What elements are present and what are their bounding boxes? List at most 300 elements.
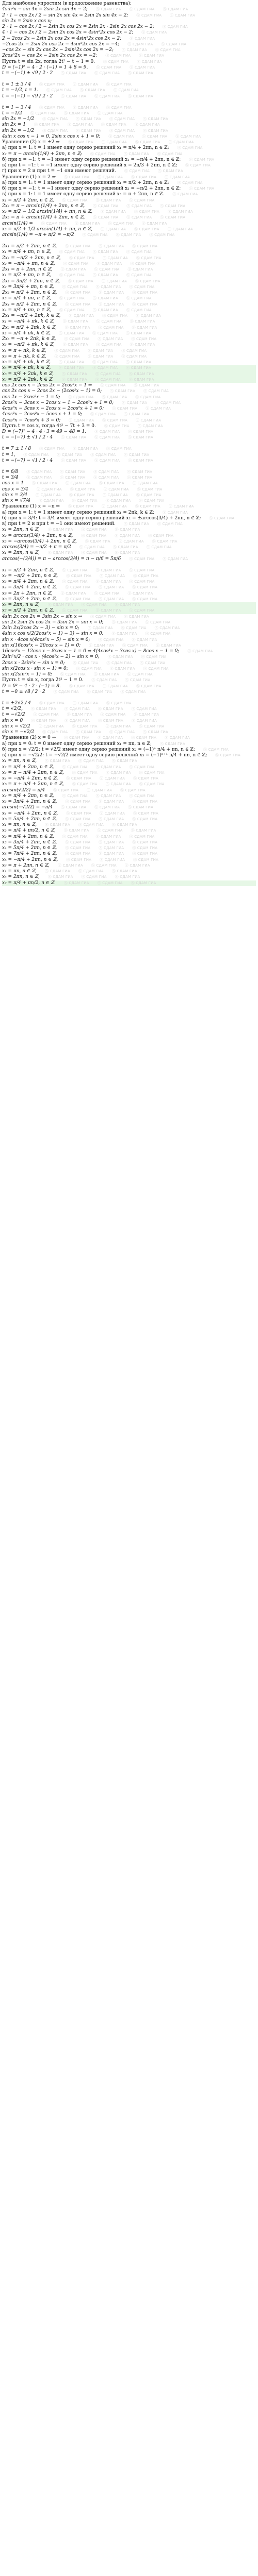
watermark-text: Ⓢ СДАМ ГИА <box>143 117 168 121</box>
line-text: 2sin 2x(2cos 2x − 3) − sin x = 0; <box>2 625 79 631</box>
watermark-text: Ⓢ СДАМ ГИА <box>66 776 92 781</box>
solution-line <box>2 308 256 313</box>
watermark-text: Ⓢ СДАМ ГИА <box>127 591 153 596</box>
watermark-text: Ⓢ СДАМ ГИА <box>81 551 107 555</box>
line-text: x₅ = π + πk, k ∈ ℤ, <box>2 353 46 359</box>
watermark-text: Ⓢ СДАМ ГИА <box>109 128 135 133</box>
line-text: sin 2x = −1/2 <box>2 116 35 122</box>
watermark-text: Ⓢ СДАМ ГИА <box>128 805 154 810</box>
line-text: x₄ = π + πk, k ∈ ℤ, <box>2 348 46 353</box>
watermark-text: Ⓢ СДАМ ГИА <box>66 573 92 578</box>
watermark-text: Ⓢ СДАМ ГИА <box>167 227 193 231</box>
watermark-text: Ⓢ СДАМ ГИА <box>94 435 120 440</box>
solution-line <box>2 545 256 550</box>
line-text: x₇ = π/4 + πn/2, n ∈ ℤ. <box>2 880 56 886</box>
solution-line <box>2 556 256 568</box>
watermark-text: Ⓢ СДАМ ГИА <box>69 493 94 497</box>
line-text: x₆ = 3π/2 + 2πn, n ∈ ℤ, <box>2 596 57 602</box>
solution-line <box>2 249 256 255</box>
watermark-text: Ⓢ СДАМ ГИА <box>161 42 187 46</box>
watermark-text: Ⓢ СДАМ ГИА <box>64 718 90 723</box>
solution-line <box>2 151 256 157</box>
watermark-text: Ⓢ СДАМ ГИА <box>76 666 102 671</box>
solution-line <box>2 701 256 706</box>
line-text: sin x(16cos³x − 20cos x − 1) = 0; <box>2 642 81 648</box>
watermark-text: Ⓢ СДАМ ГИА <box>136 59 162 64</box>
watermark-text: Ⓢ СДАМ ГИА <box>170 13 196 18</box>
solution-line <box>2 336 256 342</box>
watermark-text: Ⓢ СДАМ ГИА <box>132 325 157 330</box>
line-text: 2cos x · 2sin²x − sin x = 0; <box>2 660 65 666</box>
watermark-text: Ⓢ СДАМ ГИА <box>126 360 152 364</box>
line-text: x₂ = π/4 + 2πn, n ∈ ℤ, <box>2 793 54 799</box>
solution-line <box>2 765 256 770</box>
watermark-text: Ⓢ СДАМ ГИА <box>93 215 119 220</box>
line-text: t = 3/4 <box>2 475 19 480</box>
solution-line <box>2 579 256 585</box>
watermark-text: Ⓢ СДАМ ГИА <box>39 701 65 705</box>
line-text: x₃ = −π/2 + πk, k ∈ ℤ, <box>2 342 55 348</box>
watermark-text: Ⓢ СДАМ ГИА <box>124 452 150 457</box>
watermark-text: Ⓢ СДАМ ГИА <box>95 7 121 12</box>
watermark-text: Ⓢ СДАМ ГИА <box>96 319 122 324</box>
line-text: D = (−7)² − 4 · 4 · 3 = 49 − 48 = 1. <box>2 429 87 434</box>
watermark-text: Ⓢ СДАМ ГИА <box>65 846 91 850</box>
watermark-text: Ⓢ СДАМ ГИА <box>130 343 155 347</box>
line-text: 2cos³2x − cos 2x − 2sin 2x cos 2x = −2; <box>2 53 98 59</box>
watermark-text: Ⓢ СДАМ ГИА <box>26 469 52 474</box>
watermark-text: Ⓢ СДАМ ГИА <box>68 279 94 283</box>
watermark-text: Ⓢ СДАМ ГИА <box>130 261 156 266</box>
solution-line <box>2 666 256 672</box>
watermark-text: Ⓢ СДАМ ГИА <box>82 233 108 237</box>
line-text: x₂ = π − arcsin(1/4) + 2πn, n ∈ ℤ; <box>2 151 82 157</box>
watermark-text: Ⓢ СДАМ ГИА <box>99 302 124 307</box>
watermark-text: Ⓢ СДАМ ГИА <box>165 736 190 740</box>
solution-line <box>2 7 256 12</box>
solution-line <box>2 198 256 204</box>
watermark-text: Ⓢ СДАМ ГИА <box>132 718 157 723</box>
line-text: x₃ = 3π/4 + 2πn, n ∈ ℤ, <box>2 839 57 845</box>
watermark-text: Ⓢ СДАМ ГИА <box>112 545 138 549</box>
watermark-text: Ⓢ СДАМ ГИА <box>132 846 158 850</box>
watermark-text: Ⓢ СДАМ ГИА <box>115 551 140 555</box>
line-text: 4cos³x − 7cos²x + 3 = 0; <box>2 417 61 423</box>
solution-line <box>2 573 256 579</box>
solution-line <box>2 828 256 834</box>
solution-line <box>2 446 256 452</box>
watermark-text: Ⓢ СДАМ ГИА <box>94 458 120 463</box>
watermark-text: Ⓢ СДАМ ГИА <box>67 123 93 127</box>
watermark-text: Ⓢ СДАМ ГИА <box>157 522 183 526</box>
watermark-text: Ⓢ СДАМ ГИА <box>23 452 49 457</box>
watermark-text: Ⓢ СДАМ ГИА <box>131 880 156 885</box>
watermark-text: Ⓢ СДАМ ГИА <box>111 869 137 873</box>
watermark-text: Ⓢ СДАМ ГИА <box>95 284 121 289</box>
highlighted-answer-line <box>2 880 256 886</box>
watermark-text: Ⓢ СДАМ ГИА <box>53 689 79 694</box>
watermark-text: Ⓢ СДАМ ГИА <box>65 817 91 821</box>
line-text: cos 2x cos x − 2cos 2x = 2cos²x − 1 ⇒ <box>2 383 92 388</box>
watermark-text: Ⓢ СДАМ ГИА <box>99 800 124 804</box>
watermark-text: Ⓢ СДАМ ГИА <box>128 430 154 434</box>
watermark-text: Ⓢ СДАМ ГИА <box>99 852 124 856</box>
line-text: x₆ = π/4 + πk, k ∈ ℤ, <box>2 365 51 371</box>
watermark-text: Ⓢ СДАМ ГИА <box>79 545 105 549</box>
watermark-text: Ⓢ СДАМ ГИА <box>106 701 132 705</box>
watermark-text: Ⓢ СДАМ ГИА <box>64 736 90 740</box>
watermark-text: Ⓢ СДАМ ГИА <box>93 476 119 480</box>
watermark-text: Ⓢ СДАМ ГИА <box>143 730 169 734</box>
solution-line <box>2 406 256 412</box>
watermark-text: Ⓢ СДАМ ГИА <box>111 620 137 624</box>
watermark-text: Ⓢ СДАМ ГИА <box>100 857 125 862</box>
line-text: г) при x = 2 и при t = −1 они имеют решений. <box>2 168 117 174</box>
watermark-text: Ⓢ СДАМ ГИА <box>68 504 93 509</box>
watermark-text: Ⓢ СДАМ ГИА <box>57 452 83 457</box>
solution-line <box>2 706 256 712</box>
watermark-text: Ⓢ СДАМ ГИА <box>100 713 126 717</box>
watermark-text: Ⓢ СДАМ ГИА <box>60 469 86 474</box>
watermark-text: Ⓢ СДАМ ГИА <box>68 140 93 144</box>
watermark-text: Ⓢ СДАМ ГИА <box>53 788 79 792</box>
watermark-text: Ⓢ СДАМ ГИА <box>101 123 126 127</box>
watermark-text: Ⓢ СДАМ ГИА <box>116 233 141 237</box>
line-text: t = −1/2, t = 1. <box>2 88 39 93</box>
watermark-text: Ⓢ СДАМ ГИА <box>87 626 113 630</box>
solution-line <box>2 597 256 602</box>
watermark-text: Ⓢ СДАМ ГИА <box>189 187 215 191</box>
watermark-text: Ⓢ СДАМ ГИА <box>163 7 188 12</box>
watermark-text: Ⓢ СДАМ ГИА <box>99 817 124 821</box>
watermark-text: Ⓢ СДАМ ГИА <box>136 684 162 688</box>
solution-line <box>2 863 256 869</box>
watermark-text: Ⓢ СДАМ ГИА <box>100 573 125 578</box>
line-text: x₂ = −π/4 + πn, n ∈ ℤ, <box>2 261 55 266</box>
watermark-text: Ⓢ СДАМ ГИА <box>105 724 131 728</box>
watermark-text: Ⓢ СДАМ ГИА <box>62 319 88 324</box>
watermark-text: Ⓢ СДАМ ГИА <box>89 643 115 648</box>
watermark-text: Ⓢ СДАМ ГИА <box>73 82 98 87</box>
watermark-text: Ⓢ СДАМ ГИА <box>87 689 112 694</box>
line-text: t = −(−7) ± √1 / 2 · 4 <box>2 435 53 440</box>
highlighted-answer-line <box>2 377 256 383</box>
watermark-text: Ⓢ СДАМ ГИА <box>106 447 132 451</box>
watermark-text: Ⓢ СДАМ ГИА <box>132 302 158 307</box>
watermark-text: Ⓢ СДАМ ГИА <box>92 366 118 370</box>
watermark-text: Ⓢ СДАМ ГИА <box>108 221 134 226</box>
watermark-text: Ⓢ СДАМ ГИА <box>168 504 194 509</box>
watermark-text: Ⓢ СДАМ ГИА <box>78 823 104 827</box>
solution-line <box>2 279 256 284</box>
watermark-text: Ⓢ СДАМ ГИА <box>128 377 154 382</box>
watermark-text: Ⓢ СДАМ ГИА <box>59 366 85 370</box>
line-text: t = 1 − 3 / 4 <box>2 105 31 110</box>
watermark-text: Ⓢ СДАМ ГИА <box>177 180 203 185</box>
watermark-text: Ⓢ СДАМ ГИА <box>124 614 149 619</box>
watermark-text: Ⓢ СДАМ ГИА <box>93 672 119 676</box>
watermark-text: Ⓢ СДАМ ГИА <box>124 412 150 417</box>
watermark-text: Ⓢ СДАМ ГИА <box>65 481 91 486</box>
solution-line <box>2 47 256 53</box>
watermark-text: Ⓢ СДАМ ГИА <box>98 707 123 711</box>
line-text: Пусть t = cos x, тогда 4t² − 7t + 3 = 0. <box>2 423 96 429</box>
watermark-text: Ⓢ СДАМ ГИА <box>125 678 151 683</box>
watermark-text: Ⓢ СДАМ ГИА <box>129 793 155 798</box>
watermark-text: Ⓢ СДАМ ГИА <box>111 823 137 827</box>
watermark-text: Ⓢ СДАМ ГИА <box>136 493 162 497</box>
solution-line <box>2 313 256 319</box>
watermark-text: Ⓢ СДАМ ГИА <box>111 759 137 764</box>
watermark-text: Ⓢ СДАМ ГИА <box>65 244 91 248</box>
line-text: 4sin x cos x − 1 = 0, 2sin x cos x + 1 = 0; <box>2 133 101 139</box>
line-text: x₁ = π/2 + πn, n ∈ ℤ, <box>2 273 51 278</box>
watermark-text: Ⓢ СДАМ ГИА <box>61 805 87 810</box>
watermark-text: Ⓢ СДАМ ГИА <box>68 395 94 399</box>
watermark-text: Ⓢ СДАМ ГИА <box>85 539 110 544</box>
watermark-text: Ⓢ СДАМ ГИА <box>160 215 186 220</box>
watermark-text: Ⓢ СДАМ ГИА <box>135 504 160 509</box>
watermark-text: Ⓢ СДАМ ГИА <box>160 741 185 746</box>
watermark-text: Ⓢ СДАМ ГИА <box>62 198 88 202</box>
watermark-text: Ⓢ СДАМ ГИА <box>66 811 92 816</box>
line-text: 4sin²x − sin 4x = 2sin 2x sin 4x − 2; <box>2 7 88 12</box>
solution-line <box>2 788 256 793</box>
watermark-text: Ⓢ СДАМ ГИА <box>132 597 158 601</box>
watermark-text: Ⓢ СДАМ ГИА <box>126 366 152 370</box>
watermark-text: Ⓢ СДАМ ГИА <box>65 302 91 307</box>
watermark-text: Ⓢ СДАМ ГИА <box>92 360 118 364</box>
line-text: x₁ = πn, n ∈ ℤ, <box>2 822 37 827</box>
line-text: x₅ = 5π/4 + 2πn, n ∈ ℤ, <box>2 816 57 822</box>
watermark-text: Ⓢ СДАМ ГИА <box>127 672 153 676</box>
watermark-text: Ⓢ СДАМ ГИА <box>100 776 125 781</box>
watermark-text: Ⓢ СДАМ ГИА <box>131 175 157 179</box>
watermark-text: Ⓢ СДАМ ГИА <box>95 765 121 769</box>
solution-line <box>2 840 256 845</box>
watermark-text: Ⓢ СДАМ ГИА <box>90 614 116 619</box>
solution-line <box>2 793 256 799</box>
watermark-text: Ⓢ СДАМ ГИА <box>98 637 124 642</box>
watermark-text: Ⓢ СДАМ ГИА <box>165 175 190 179</box>
line-text: x₆ = π + 2πn, n ∈ ℤ, <box>2 862 50 868</box>
solution-line <box>2 412 256 417</box>
watermark-text: Ⓢ СДАМ ГИА <box>45 823 70 827</box>
solution-line <box>2 758 256 764</box>
solution-line <box>2 805 256 810</box>
highlighted-answer-line <box>2 371 256 377</box>
line-text: б) при x = −1: t = −1 имеет одну серию решений x₂ = −π/2 + 2πn, n ∈ ℤ; <box>2 186 181 191</box>
watermark-text: Ⓢ СДАМ ГИА <box>96 343 122 347</box>
watermark-text: Ⓢ СДАМ ГИА <box>132 481 158 486</box>
solution-line <box>2 163 256 168</box>
solution-line <box>2 296 256 301</box>
watermark-text: Ⓢ СДАМ ГИА <box>133 857 159 862</box>
watermark-text: Ⓢ СДАМ ГИА <box>42 128 68 133</box>
solution-line <box>2 168 256 174</box>
line-text: 2x₃ = π/2 + 2πn, n ∈ ℤ, <box>2 290 57 295</box>
solution-line <box>2 469 256 475</box>
watermark-text: Ⓢ СДАМ ГИА <box>135 395 161 399</box>
line-text: 2cos³x − 3cos x − 2cos x − 1 − 2cos²x + 1 = 0; <box>2 400 114 405</box>
watermark-text: Ⓢ СДАМ ГИА <box>134 123 160 127</box>
solution-line <box>2 36 256 42</box>
line-text: в) при t = 2 и при t = −1 они имеют решений. <box>2 521 116 527</box>
solution-line <box>2 677 256 683</box>
watermark-text: Ⓢ СДАМ ГИА <box>96 65 122 70</box>
line-text: x₆ = 2πn, n ∈ ℤ, <box>2 602 40 607</box>
line-text: 2x₂ = π − arcsin(1/4) + 2πn, n ∈ ℤ, <box>2 203 85 209</box>
watermark-text: Ⓢ СДАМ ГИА <box>81 875 107 879</box>
watermark-text: Ⓢ СДАМ ГИА <box>115 528 140 532</box>
line-text: t = 1 ± 3 / 4 <box>2 82 31 87</box>
watermark-text: Ⓢ СДАМ ГИА <box>142 134 168 139</box>
watermark-text: Ⓢ СДАМ ГИА <box>101 227 126 231</box>
line-text: t = −(−1) − √9 / 2 · 2 <box>2 93 53 99</box>
watermark-text: Ⓢ СДАМ ГИА <box>98 736 123 740</box>
watermark-text: Ⓢ СДАМ ГИА <box>59 308 85 312</box>
solution-line <box>2 186 256 192</box>
watermark-text: Ⓢ СДАМ ГИА <box>122 643 148 648</box>
solution-line <box>2 116 256 122</box>
watermark-text: Ⓢ СДАМ ГИА <box>57 863 83 868</box>
watermark-text: Ⓢ СДАМ ГИА <box>143 389 169 394</box>
line-text: в) при x = 1: t = 1 имеет одну серию решений x₃ = π + 2πn, n ∈ ℤ. <box>2 192 165 197</box>
solution-line <box>2 799 256 805</box>
line-text: sin 2x = 2sin x cos x; <box>2 18 52 24</box>
watermark-text: Ⓢ СДАМ ГИА <box>61 371 87 376</box>
watermark-text: Ⓢ СДАМ ГИА <box>102 395 127 399</box>
solution-line <box>2 741 256 747</box>
watermark-text: Ⓢ СДАМ ГИА <box>61 377 87 382</box>
watermark-text: Ⓢ СДАМ ГИА <box>115 603 140 607</box>
watermark-text: Ⓢ СДАМ ГИА <box>177 146 203 150</box>
solution-line <box>2 128 256 134</box>
solution-line <box>2 643 256 649</box>
watermark-text: Ⓢ СДАМ ГИА <box>162 25 188 29</box>
solution-line <box>2 649 256 654</box>
solution-line <box>2 481 256 486</box>
watermark-text: Ⓢ СДАМ ГИА <box>73 105 98 110</box>
watermark-text: Ⓢ СДАМ ГИА <box>146 545 172 549</box>
watermark-text: Ⓢ СДАМ ГИА <box>95 793 121 798</box>
watermark-text: Ⓢ СДАМ ГИА <box>94 805 120 810</box>
solution-line <box>2 209 256 215</box>
watermark-text: Ⓢ СДАМ ГИА <box>59 273 85 278</box>
watermark-text: Ⓢ СДАМ ГИА <box>81 528 107 532</box>
watermark-text: Ⓢ СДАМ ГИА <box>92 250 118 255</box>
watermark-text: Ⓢ СДАМ ГИА <box>88 348 114 353</box>
watermark-text: Ⓢ СДАМ ГИА <box>26 476 52 480</box>
watermark-text: Ⓢ СДАМ ГИА <box>90 452 116 457</box>
watermark-text: Ⓢ СДАМ ГИА <box>63 261 89 266</box>
watermark-text: Ⓢ СДАМ ГИА <box>108 134 134 139</box>
solution-line <box>2 53 256 59</box>
solution-line <box>2 776 256 782</box>
watermark-text: Ⓢ СДАМ ГИА <box>95 377 121 382</box>
watermark-text: Ⓢ СДАМ ГИА <box>102 314 128 318</box>
watermark-text: Ⓢ СДАМ ГИА <box>105 782 131 787</box>
watermark-text: Ⓢ СДАМ ГИА <box>121 48 147 52</box>
watermark-text: Ⓢ СДАМ ГИА <box>129 556 155 561</box>
watermark-text: Ⓢ СДАМ ГИА <box>102 279 127 283</box>
watermark-text: Ⓢ СДАМ ГИА <box>148 533 174 538</box>
watermark-text: Ⓢ СДАМ ГИА <box>102 418 128 422</box>
solution-line <box>2 620 256 625</box>
line-text: x₁ = πn, n ∈ ℤ, <box>2 869 37 874</box>
highlighted-answer-line <box>2 365 256 371</box>
line-text: x₄ = 3π/4 + 2πn, n ∈ ℤ, <box>2 585 57 590</box>
watermark-text: Ⓢ СДАМ ГИА <box>76 730 102 734</box>
watermark-text: Ⓢ СДАМ ГИА <box>63 880 89 885</box>
solution-line <box>2 88 256 93</box>
watermark-text: Ⓢ СДАМ ГИА <box>95 608 121 613</box>
watermark-text: Ⓢ СДАМ ГИА <box>129 284 155 289</box>
watermark-text: Ⓢ СДАМ ГИА <box>60 591 86 596</box>
watermark-text: Ⓢ СДАМ ГИА <box>99 840 124 844</box>
line-text: x₁ = 2πn, n ∈ ℤ, <box>2 527 40 533</box>
solution-line <box>2 527 256 533</box>
watermark-text: Ⓢ СДАМ ГИА <box>87 788 112 792</box>
watermark-text: Ⓢ СДАМ ГИА <box>126 250 152 255</box>
watermark-text: Ⓢ СДАМ ГИА <box>95 371 121 376</box>
line-text: t = √2/2, <box>2 706 23 711</box>
watermark-text: Ⓢ СДАМ ГИА <box>175 134 201 139</box>
watermark-text: Ⓢ СДАМ ГИА <box>30 111 56 115</box>
solution-line <box>2 30 256 36</box>
watermark-text: Ⓢ СДАМ ГИА <box>62 793 88 798</box>
watermark-text: Ⓢ СДАМ ГИА <box>102 684 128 688</box>
watermark-text: Ⓢ СДАМ ГИА <box>33 713 59 717</box>
line-text: arcsin(1/4) = <box>2 221 33 226</box>
solution-line <box>2 19 256 24</box>
watermark-text: Ⓢ СДАМ ГИА <box>143 666 169 671</box>
watermark-text: Ⓢ СДАМ ГИА <box>112 406 138 411</box>
solution-line <box>2 215 256 221</box>
watermark-text: Ⓢ СДАМ ГИА <box>45 869 70 873</box>
watermark-text: Ⓢ СДАМ ГИА <box>80 88 105 93</box>
watermark-text: Ⓢ СДАМ ГИА <box>131 707 157 711</box>
line-text: x₆ = π/4 + 2πk, k ∈ ℤ, <box>2 371 54 377</box>
solution-line <box>2 487 256 493</box>
solution-line <box>2 811 256 817</box>
watermark-text: Ⓢ СДАМ ГИА <box>92 331 118 335</box>
watermark-text: Ⓢ СДАМ ГИА <box>136 314 162 318</box>
watermark-text: Ⓢ СДАМ ГИА <box>106 105 132 110</box>
watermark-text: Ⓢ СДАМ ГИА <box>73 660 99 665</box>
watermark-text: Ⓢ СДАМ ГИА <box>115 533 140 538</box>
watermark-text: Ⓢ СДАМ ГИА <box>130 65 155 70</box>
solution-line <box>2 24 256 30</box>
solution-line <box>2 388 256 394</box>
line-text: Пусть t = sin 2x, тогда 2t² − t − 1 = 0. <box>2 59 95 64</box>
watermark-text: Ⓢ СДАМ ГИА <box>132 817 158 821</box>
solution-line <box>2 325 256 331</box>
line-text: arccos(−(3/4)) = π − arccos(3/4) = π − π/6 = 5π/6 <box>2 556 121 562</box>
line-text: x₂ = π/4 + πn/2, n ∈ ℤ, <box>2 828 56 834</box>
line-text: 2x₂ = π/2 + 2πk, k ∈ ℤ, <box>2 325 57 330</box>
watermark-text: Ⓢ СДАМ ГИА <box>42 730 68 734</box>
watermark-text: Ⓢ СДАМ ГИА <box>64 707 90 711</box>
line-text: x₃ = π/4 + 2πn, n ∈ ℤ, <box>2 579 54 584</box>
line-text: −cos 2x − sin 2x cos 2x − 2sin²2x cos 2x = −2; <box>2 47 114 53</box>
watermark-text: Ⓢ СДАМ ГИА <box>78 759 104 764</box>
watermark-text: Ⓢ СДАМ ГИА <box>130 36 155 41</box>
line-text: sin x(2sin²x − 1) = 0; <box>2 672 52 677</box>
watermark-text: Ⓢ СДАМ ГИА <box>100 383 126 387</box>
watermark-text: Ⓢ СДАМ ГИА <box>129 765 155 769</box>
line-text: x₃ = 3π/4 + 2πn, n ∈ ℤ, <box>2 799 57 804</box>
